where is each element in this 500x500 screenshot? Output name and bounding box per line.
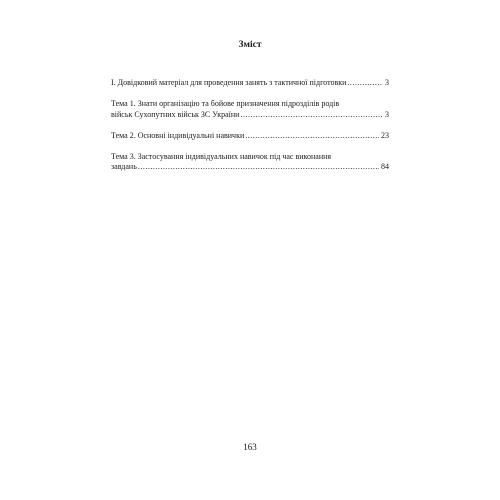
toc-entry-line xyxy=(111,162,389,173)
toc-entry-text: військ Сухопутних військ ЗС України xyxy=(111,109,240,119)
toc-title: Зміст xyxy=(238,40,262,50)
toc-entry-text: завдань xyxy=(111,162,137,171)
toc-entry-line xyxy=(111,78,389,89)
toc-entry-text: І. Довідковий матеріал для проведення занять з тактичної підготовки xyxy=(111,78,347,87)
toc-entry[interactable] xyxy=(111,152,389,173)
toc-entry-text: Тема 2. Основні індивідуальні навички xyxy=(111,130,245,140)
toc-entry-line xyxy=(111,131,389,142)
toc-entry-page: 3 xyxy=(385,78,389,87)
toc-entry-text: Тема 1. Знати організацію та бойове призначення підрозділів родів xyxy=(111,99,340,108)
toc-leader-dots xyxy=(347,78,383,89)
toc-entry-line xyxy=(111,110,389,121)
toc-entry[interactable] xyxy=(111,99,389,120)
table-of-contents xyxy=(111,78,389,183)
toc-leader-dots xyxy=(138,162,379,173)
toc-entry[interactable] xyxy=(111,78,389,89)
toc-entry-text: Тема 3. Застосування індивідуальних навичок під час виконання xyxy=(111,151,332,161)
toc-leader-dots xyxy=(240,110,383,121)
toc-entry-page: 3 xyxy=(385,109,389,119)
toc-entry-page: 23 xyxy=(381,130,389,140)
toc-entry-page: 84 xyxy=(381,162,389,171)
toc-entry[interactable] xyxy=(111,131,389,142)
page-number: 163 xyxy=(243,442,257,452)
toc-leader-dots xyxy=(245,131,379,142)
